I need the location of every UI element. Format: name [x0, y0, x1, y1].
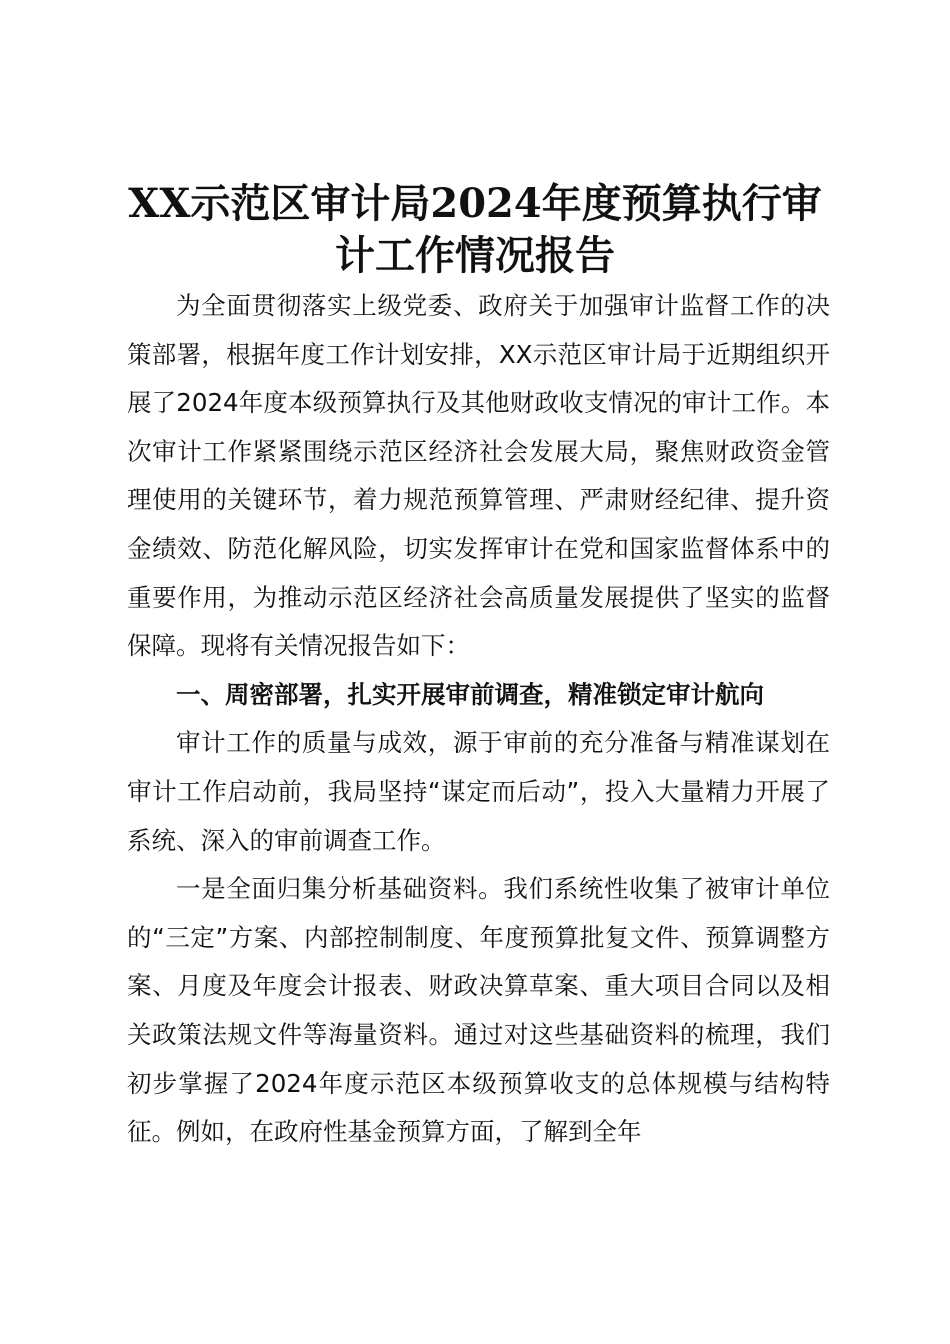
- intro-paragraph: 为全面贯彻落实上级党委、政府关于加强审计监督工作的决策部署，根据年度工作计划安排，XX示范区审计局于近期组织开展了2024年度本级预算执行及其他财政收支情况的审计工作。本次审计工作紧紧围绕示范区经济社会发展大局，聚焦财政资金管理使用的关键环节，着力规范预算管理、严肃财经纪律、提升资金绩效、防范化解风险，切实发挥审计在党和国家监督体系中的重要作用，为推动示范区经济社会高质量发展提供了坚实的监督保障。现将有关情况报告如下：: [127, 291, 830, 661]
- document-title: XX示范区审计局2024年度预算执行审计工作情况报告: [128, 180, 822, 279]
- section-1-paragraph-1: 审计工作的质量与成效，源于审前的充分准备与精准谋划在审计工作启动前，我局坚持“谋定而后动”，投入大量精力开展了系统、深入的审前调查工作。: [127, 728, 830, 855]
- document-body: [127, 282, 830, 1157]
- section-heading-1: 一、周密部署，扎实开展审前调查，精准锁定审计航向: [176, 679, 764, 709]
- section-1-paragraph-2: 一是全面归集分析基础资料。我们系统性收集了被审计单位的“三定”方案、内部控制制度、年度预算批复文件、预算调整方案、月度及年度会计报表、财政决算草案、重大项目合同以及相关政策法规文件等海量资料。通过对这些基础资料的梳理，我们初步掌握了2024年度示范区本级预算收支的总体规模与结构特征。例如，在政府性基金预算方面，了解到全年: [127, 874, 830, 1147]
